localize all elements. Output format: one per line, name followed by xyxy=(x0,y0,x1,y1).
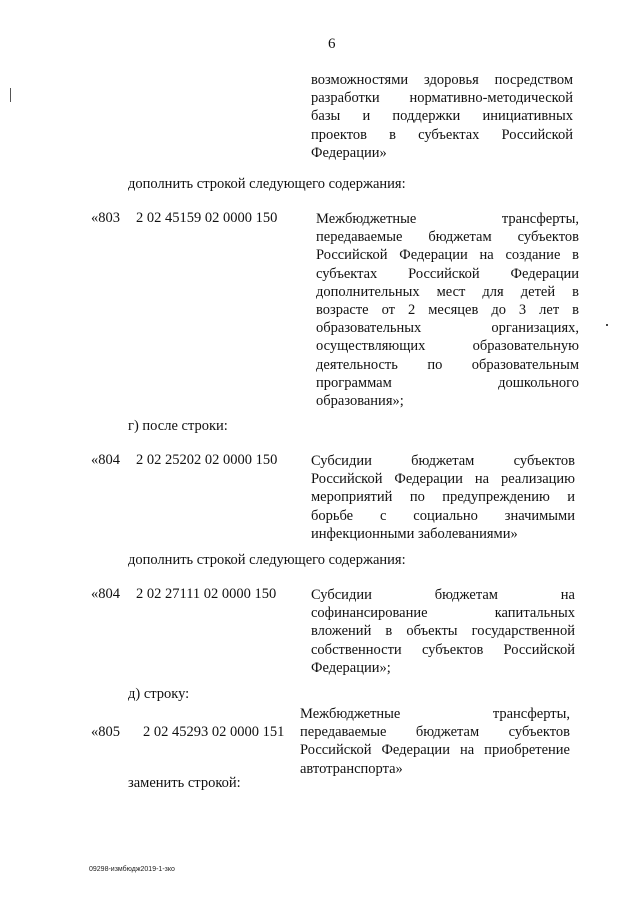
text-line: образовательных организациях, xyxy=(316,320,579,337)
text-line: Межбюджетные трансферты, xyxy=(300,706,570,722)
instruction-paragraph: д) строку: xyxy=(128,686,190,702)
text-line: Российской Федерации на реализацию xyxy=(311,471,575,488)
text-line: вложений в объекты государственной xyxy=(311,623,575,640)
text-line: собственности субъектов Российской xyxy=(311,641,575,658)
row-description xyxy=(316,210,579,410)
text-line: базы и поддержки инициативных xyxy=(311,108,573,125)
instruction-paragraph: заменить строкой: xyxy=(128,775,241,791)
text-line: возможностями здоровья посредством xyxy=(311,72,573,88)
text-line: инфекционными заболеваниями» xyxy=(311,525,518,542)
row-description xyxy=(311,452,575,543)
text-line: Федерации»; xyxy=(311,659,391,676)
text-line: передаваемые бюджетам субъектов xyxy=(316,229,579,246)
budget-code: 2 02 25202 02 0000 150 xyxy=(136,452,278,468)
text-line: осуществляющих образовательную xyxy=(316,338,579,355)
document-footer-id: 09298-измбюдж2019-1-зко xyxy=(89,866,175,873)
instruction-paragraph: дополнить строкой следующего содержания: xyxy=(128,176,406,192)
text-line: возрасте от 2 месяцев до 3 лет в xyxy=(316,302,579,319)
text-line: Федерации» xyxy=(311,144,387,161)
text-line: Межбюджетные трансферты, xyxy=(316,211,579,227)
admin-code: «803 xyxy=(91,210,120,226)
admin-code: «804 xyxy=(91,452,120,468)
scan-speck xyxy=(606,324,608,326)
text-line: образования»; xyxy=(316,393,404,410)
admin-code: «804 xyxy=(91,586,120,602)
text-line: Российской Федерации на приобретение xyxy=(300,742,570,759)
text-line: Субсидии бюджетам на xyxy=(311,587,575,603)
admin-code: «805 xyxy=(91,724,120,740)
text-line: деятельность по образовательным xyxy=(316,356,579,373)
text-line: борьбе с социально значимыми xyxy=(311,507,575,524)
text-line: дополнительных мест для детей в xyxy=(316,283,579,300)
text-line: разработки нормативно-методической xyxy=(311,90,573,107)
instruction-paragraph: г) после строки: xyxy=(128,418,228,434)
row-description xyxy=(311,586,575,677)
margin-mark xyxy=(10,88,11,102)
budget-code: 2 02 45293 02 0000 151 xyxy=(143,724,285,740)
text-line: проектов в субъектах Российской xyxy=(311,126,573,143)
text-line: Российской Федерации на создание в xyxy=(316,247,579,264)
text-line: передаваемые бюджетам субъектов xyxy=(300,724,570,741)
instruction-paragraph: дополнить строкой следующего содержания: xyxy=(128,552,406,568)
budget-code: 2 02 27111 02 0000 150 xyxy=(136,586,277,602)
text-line: программам дошкольного xyxy=(316,374,579,391)
budget-code: 2 02 45159 02 0000 150 xyxy=(136,210,278,226)
text-line: субъектах Российской Федерации xyxy=(316,265,579,282)
page-number: 6 xyxy=(328,36,336,52)
row-description xyxy=(300,705,570,778)
continuation-text-block xyxy=(311,71,573,162)
text-line: автотранспорта» xyxy=(300,760,403,777)
text-line: мероприятий по предупреждению и xyxy=(311,489,575,506)
text-line: софинансирование капитальных xyxy=(311,605,575,622)
text-line: Субсидии бюджетам субъектов xyxy=(311,453,575,469)
